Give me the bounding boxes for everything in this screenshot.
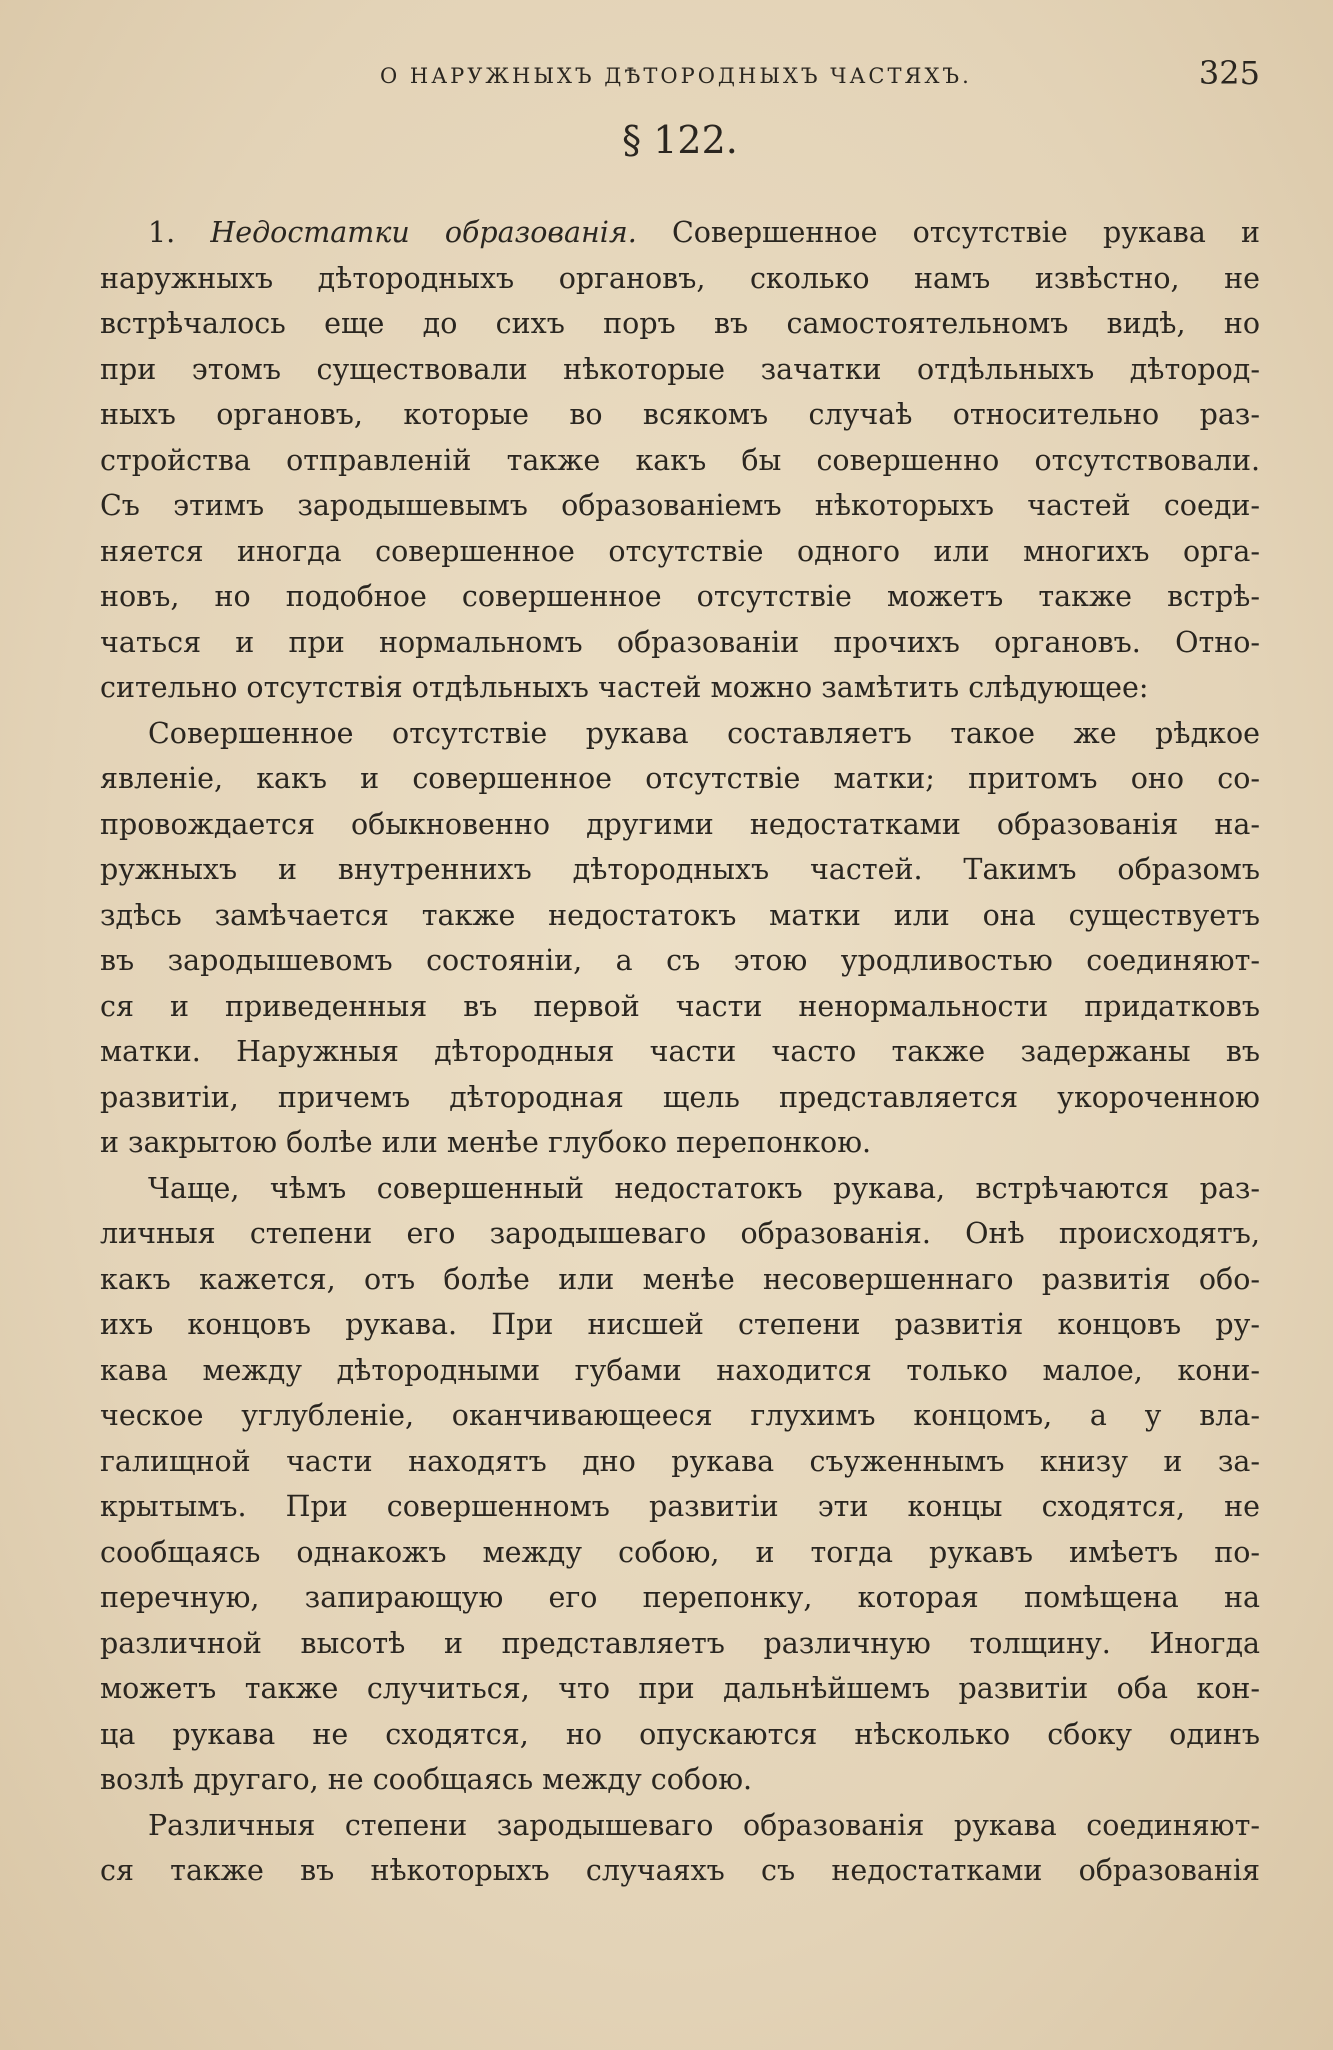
text-line: провождается обыкновенно другими недостатками образованія на- bbox=[100, 807, 1260, 841]
text-line: перечную, запирающую его перепонку, которая помѣщена на bbox=[100, 1581, 1260, 1614]
text-line: чаться и при нормальномъ образованіи прочихъ органовъ. Отно- bbox=[100, 625, 1260, 659]
text-line: стройства отправленій также какъ бы совершенно отсутствовали. bbox=[100, 443, 1260, 477]
text-line: здѣсь замѣчается также недостатокъ матки или она существуетъ bbox=[100, 898, 1260, 932]
running-head bbox=[100, 50, 1260, 110]
book-page bbox=[100, 40, 1260, 2020]
paragraph-1 bbox=[100, 210, 1260, 711]
text-line: и закрытою болѣе или менѣе глубоко перепонкою. bbox=[100, 1126, 872, 1159]
text-line: няется иногда совершенное отсутствіе одного или многихъ орга- bbox=[100, 534, 1260, 568]
text-line: ся и приведенныя въ первой части ненормальности придатковъ bbox=[100, 989, 1260, 1023]
text-line: ныхъ органовъ, которые во всякомъ случаѣ относительно раз- bbox=[100, 398, 1260, 431]
text-line: встрѣчалось еще до сихъ поръ въ самостоятельномъ видѣ, но bbox=[100, 307, 1260, 340]
text-line: сительно отсутствія отдѣльныхъ частей можно замѣтить слѣдующее: bbox=[100, 671, 1149, 704]
text-line: кава между дѣтородными губами находится только малое, кони- bbox=[100, 1353, 1260, 1387]
text-line: ружныхъ и внутреннихъ дѣтородныхъ частей. Такимъ образомъ bbox=[100, 853, 1260, 886]
paragraph-2 bbox=[100, 711, 1260, 1166]
text-line bbox=[100, 210, 1260, 256]
text-line: матки. Наружныя дѣтородныя части часто также задержаны въ bbox=[100, 1035, 1260, 1068]
text-line: развитіи, причемъ дѣтородная щель представляется укороченною bbox=[100, 1080, 1260, 1114]
text-line: Различныя степени зародышеваго образованія рукава соединяют- bbox=[148, 1808, 1260, 1842]
text-line: Совершенное отсутствіе рукава составляетъ такое же рѣдкое bbox=[148, 716, 1260, 750]
text-line: возлѣ другаго, не сообщаясь между собою. bbox=[100, 1763, 753, 1796]
text-line: Съ этимъ зародышевымъ образованіемъ нѣкоторыхъ частей соеди- bbox=[100, 489, 1260, 522]
text-line: въ зародышевомъ состояніи, а съ этою уродливостью соединяют- bbox=[100, 944, 1260, 977]
text-line-content: 1. Недостатки образованія. Совершенное отсутствіе рукава и bbox=[148, 216, 1260, 249]
running-head-title: О НАРУЖНЫХЪ ДѢТОРОДНЫХЪ ЧАСТЯХЪ. bbox=[380, 64, 972, 88]
section-heading: § 122. bbox=[622, 118, 738, 162]
text-line: ихъ концовъ рукава. При нисшей степени развитія концовъ ру- bbox=[100, 1308, 1260, 1341]
text-line: ца рукава не сходятся, но опускаются нѣсколько сбоку одинъ bbox=[100, 1717, 1260, 1751]
paragraph-3 bbox=[100, 1166, 1260, 1803]
text-line: различной высотѣ и представляетъ различную толщину. Иногда bbox=[100, 1626, 1260, 1660]
text-line: Чаще, чѣмъ совершенный недостатокъ рукава, встрѣчаются раз- bbox=[148, 1171, 1260, 1205]
text-line: ческое углубленіе, оканчивающееся глухимъ концомъ, а у вла- bbox=[100, 1399, 1260, 1432]
paragraph-4 bbox=[100, 1803, 1260, 1894]
text-line: новъ, но подобное совершенное отсутствіе можетъ также встрѣ- bbox=[100, 580, 1260, 613]
text-line: явленіе, какъ и совершенное отсутствіе матки; притомъ оно со- bbox=[100, 762, 1260, 795]
text-line: личныя степени его зародышеваго образованія. Онѣ происходятъ, bbox=[100, 1217, 1260, 1250]
text-line: наружныхъ дѣтородныхъ органовъ, сколько намъ извѣстно, не bbox=[100, 261, 1260, 295]
text-line: можетъ также случиться, что при дальнѣйшемъ развитіи оба кон- bbox=[100, 1672, 1260, 1705]
page-number: 325 bbox=[1198, 54, 1260, 92]
body-text bbox=[100, 210, 1260, 1894]
text-line: ся также въ нѣкоторыхъ случаяхъ съ недостатками образованія bbox=[100, 1854, 1260, 1887]
text-line: какъ кажется, отъ болѣе или менѣе несовершеннаго развитія обо- bbox=[100, 1262, 1260, 1296]
text-line: сообщаясь однакожъ между собою, и тогда рукавъ имѣетъ по- bbox=[100, 1535, 1260, 1569]
text-line: галищной части находятъ дно рукава съуженнымъ книзу и за- bbox=[100, 1444, 1260, 1478]
text-line: при этомъ существовали нѣкоторые зачатки отдѣльныхъ дѣтород- bbox=[100, 352, 1260, 386]
inline-heading: Недостатки образованія. bbox=[210, 216, 637, 249]
text-line: крытымъ. При совершенномъ развитіи эти концы сходятся, не bbox=[100, 1490, 1260, 1523]
